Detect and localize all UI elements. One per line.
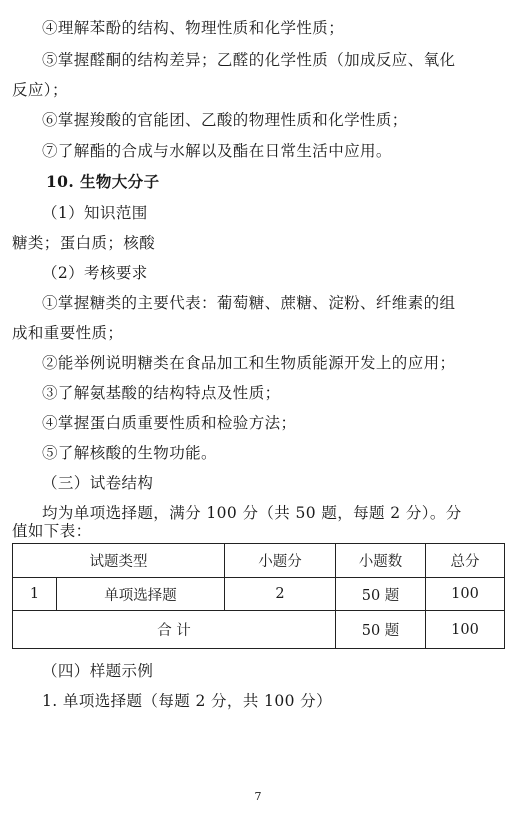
table-cell: 50 题	[336, 611, 426, 649]
score-table	[12, 543, 505, 649]
subheading: （2）考核要求	[42, 264, 148, 282]
header-cell: 小题分	[225, 544, 336, 578]
text-line: ④掌握蛋白质重要性质和检验方法；	[42, 414, 297, 432]
table-cell: 1	[13, 578, 57, 611]
text-line: 成和重要性质；	[12, 324, 124, 342]
text-line: 糖类；蛋白质；核酸	[12, 234, 156, 252]
table-row	[13, 578, 505, 611]
header-cell: 试题类型	[13, 544, 225, 578]
text-line: ①掌握糖类的主要代表：葡萄糖、蔗糖、淀粉、纤维素的组	[42, 294, 456, 312]
table-cell: 100	[426, 611, 505, 649]
section-heading: 10. 生物大分子	[46, 172, 160, 191]
table-cell: 合 计	[13, 611, 336, 649]
text-line: ⑦了解酯的合成与水解以及酯在日常生活中应用。	[42, 142, 392, 160]
header-cell: 小题数	[336, 544, 426, 578]
table-total-row	[13, 611, 505, 649]
table-cell: 50 题	[336, 578, 426, 611]
header-cell: 总分	[426, 544, 505, 578]
page-number: 7	[254, 790, 262, 803]
subheading: （1）知识范围	[42, 204, 148, 222]
table-cell: 100	[426, 578, 505, 611]
text-line: 均为单项选择题，满分 100 分（共 50 题，每题 2 分）。分	[42, 504, 462, 522]
text-line: ④理解苯酚的结构、物理性质和化学性质；	[42, 19, 345, 37]
table-cell: 2	[225, 578, 336, 611]
text-line: ③了解氨基酸的结构特点及性质；	[42, 384, 281, 402]
text-line: ⑤掌握醛酮的结构差异；乙醛的化学性质（加成反应、氧化	[42, 51, 456, 69]
text-line: ②能举例说明糖类在食品加工和生物质能源开发上的应用；	[42, 354, 456, 372]
text-line: ⑥掌握羧酸的官能团、乙酸的物理性质和化学性质；	[42, 111, 408, 129]
table-cell: 单项选择题	[57, 578, 225, 611]
text-line: 值如下表：	[12, 522, 92, 540]
text-line: 1. 单项选择题（每题 2 分，共 100 分）	[42, 692, 332, 710]
text-line: 反应）；	[12, 81, 68, 99]
table-header-row	[13, 544, 505, 578]
subheading: （三）试卷结构	[42, 474, 154, 492]
text-line: ⑤了解核酸的生物功能。	[42, 444, 217, 462]
subheading: （四）样题示例	[42, 662, 154, 680]
